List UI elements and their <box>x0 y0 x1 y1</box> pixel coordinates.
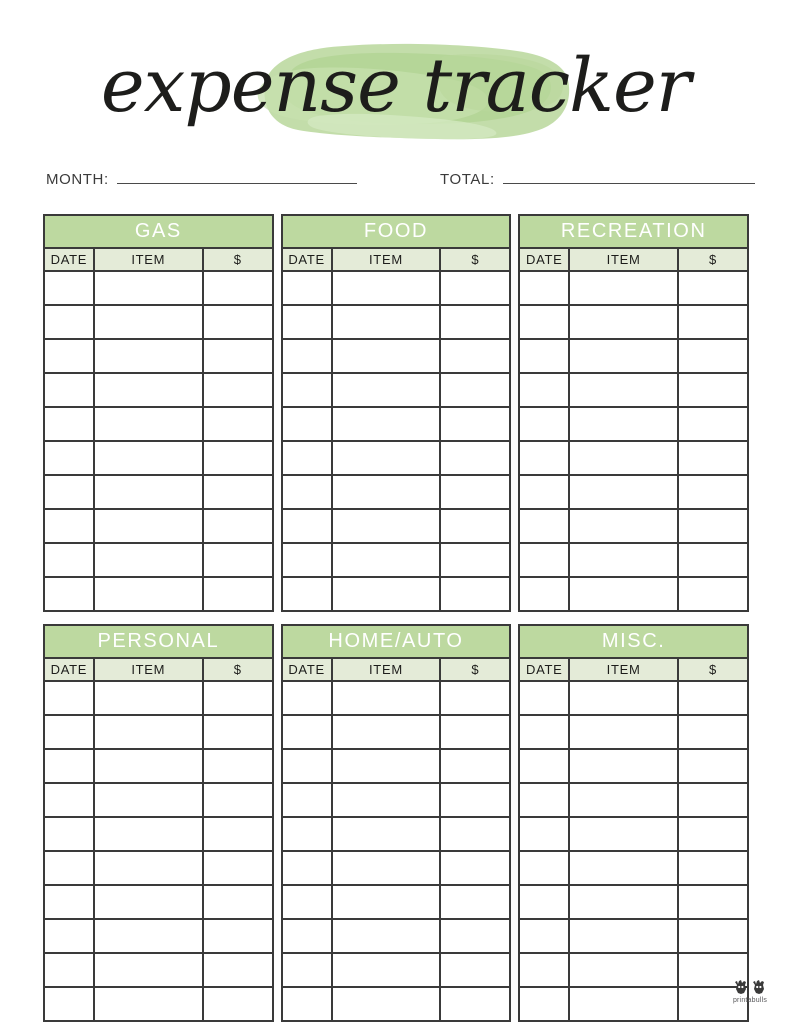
cell-item[interactable] <box>333 852 442 884</box>
cell-date[interactable] <box>45 340 95 372</box>
cell-amount[interactable] <box>679 408 747 440</box>
cell-date[interactable] <box>520 784 570 816</box>
table-row[interactable] <box>283 886 510 920</box>
cell-amount[interactable] <box>441 340 509 372</box>
cell-item[interactable] <box>95 682 204 714</box>
table-row[interactable] <box>45 988 272 1020</box>
tables-row-top <box>43 214 749 612</box>
cell-date[interactable] <box>45 920 95 952</box>
table-row[interactable] <box>283 784 510 818</box>
table-title-misc: MISC. <box>520 626 747 659</box>
table-row[interactable] <box>283 476 510 510</box>
cell-date[interactable] <box>45 510 95 542</box>
table-row[interactable] <box>45 920 272 954</box>
cell-date[interactable] <box>520 988 570 1020</box>
cell-item[interactable] <box>333 818 442 850</box>
table-title-gas: GAS <box>45 216 272 249</box>
cell-date[interactable] <box>520 750 570 782</box>
table-row[interactable] <box>45 682 272 716</box>
cell-amount[interactable] <box>441 852 509 884</box>
page-title: expense tracker <box>100 43 691 129</box>
cell-amount[interactable] <box>204 988 272 1020</box>
cell-item[interactable] <box>95 476 204 508</box>
table-body-food <box>283 272 510 610</box>
table-title-home-auto: HOME/AUTO <box>283 626 510 659</box>
table-row[interactable] <box>283 544 510 578</box>
cell-date[interactable] <box>520 886 570 918</box>
cell-item[interactable] <box>570 578 679 610</box>
cell-item[interactable] <box>95 340 204 372</box>
cell-amount[interactable] <box>204 408 272 440</box>
cell-date[interactable] <box>283 442 333 474</box>
table-row[interactable] <box>45 954 272 988</box>
cell-amount[interactable] <box>679 442 747 474</box>
table-row[interactable] <box>520 852 747 886</box>
table-body-recreation <box>520 272 747 610</box>
cell-amount[interactable] <box>204 306 272 338</box>
table-row[interactable] <box>45 852 272 886</box>
cell-amount[interactable] <box>441 682 509 714</box>
cell-item[interactable] <box>570 954 679 986</box>
cell-date[interactable] <box>520 716 570 748</box>
cell-amount[interactable] <box>441 784 509 816</box>
cell-item[interactable] <box>333 272 442 304</box>
column-header-date: DATE <box>283 249 333 270</box>
table-row[interactable] <box>45 442 272 476</box>
cell-date[interactable] <box>283 750 333 782</box>
table-row[interactable] <box>283 750 510 784</box>
cell-item[interactable] <box>333 374 442 406</box>
cell-item[interactable] <box>95 272 204 304</box>
cell-date[interactable] <box>45 784 95 816</box>
cell-item[interactable] <box>95 886 204 918</box>
table-row[interactable] <box>520 818 747 852</box>
cell-item[interactable] <box>570 544 679 576</box>
cell-item[interactable] <box>95 374 204 406</box>
cell-date[interactable] <box>520 306 570 338</box>
cell-date[interactable] <box>520 578 570 610</box>
total-field[interactable] <box>440 168 755 194</box>
table-row[interactable] <box>520 544 747 578</box>
cell-date[interactable] <box>283 306 333 338</box>
cell-amount[interactable] <box>679 544 747 576</box>
table-row[interactable] <box>283 340 510 374</box>
table-row[interactable] <box>283 682 510 716</box>
column-header-date: DATE <box>520 249 570 270</box>
table-body-gas <box>45 272 272 610</box>
cell-date[interactable] <box>520 374 570 406</box>
cell-date[interactable] <box>520 510 570 542</box>
table-row[interactable] <box>45 750 272 784</box>
cell-date[interactable] <box>45 852 95 884</box>
column-header-amount: $ <box>233 662 242 677</box>
month-input-line[interactable] <box>117 168 357 184</box>
cell-amount[interactable] <box>679 578 747 610</box>
table-row[interactable] <box>520 988 747 1020</box>
cell-amount[interactable] <box>679 340 747 372</box>
cell-date[interactable] <box>45 886 95 918</box>
table-body-misc <box>520 682 747 1020</box>
cell-item[interactable] <box>570 442 679 474</box>
table-row[interactable] <box>45 716 272 750</box>
expense-tables-grid <box>43 214 749 1022</box>
table-title-personal: PERSONAL <box>45 626 272 659</box>
cell-date[interactable] <box>283 374 333 406</box>
cell-amount[interactable] <box>204 920 272 952</box>
cell-date[interactable] <box>45 716 95 748</box>
table-row[interactable] <box>45 272 272 306</box>
cell-item[interactable] <box>570 750 679 782</box>
table-body-home-auto <box>283 682 510 1020</box>
cell-item[interactable] <box>95 954 204 986</box>
table-row[interactable] <box>520 920 747 954</box>
cell-date[interactable] <box>283 852 333 884</box>
cell-item[interactable] <box>333 510 442 542</box>
cell-item[interactable] <box>333 544 442 576</box>
table-row[interactable] <box>283 818 510 852</box>
column-header-amount: $ <box>233 252 242 267</box>
cell-amount[interactable] <box>204 544 272 576</box>
table-row[interactable] <box>45 340 272 374</box>
cell-amount[interactable] <box>679 476 747 508</box>
cell-item[interactable] <box>333 682 442 714</box>
table-body-personal <box>45 682 272 1020</box>
cell-date[interactable] <box>45 544 95 576</box>
cell-amount[interactable] <box>204 852 272 884</box>
cell-amount[interactable] <box>441 988 509 1020</box>
table-row[interactable] <box>45 886 272 920</box>
column-header-date: DATE <box>283 659 333 680</box>
cell-item[interactable] <box>333 886 442 918</box>
cell-date[interactable] <box>45 408 95 440</box>
tables-row-bottom <box>43 624 749 1022</box>
table-row[interactable] <box>283 510 510 544</box>
expense-table-misc <box>518 624 749 1022</box>
cell-amount[interactable] <box>441 510 509 542</box>
table-row[interactable] <box>520 340 747 374</box>
table-row[interactable] <box>283 716 510 750</box>
table-subheader <box>283 659 510 682</box>
cell-item[interactable] <box>95 544 204 576</box>
table-row[interactable] <box>283 408 510 442</box>
cell-item[interactable] <box>333 306 442 338</box>
table-title-food: FOOD <box>283 216 510 249</box>
table-row[interactable] <box>520 886 747 920</box>
cell-amount[interactable] <box>441 544 509 576</box>
column-header-item: ITEM <box>95 249 204 270</box>
table-row[interactable] <box>283 920 510 954</box>
cell-amount[interactable] <box>441 306 509 338</box>
column-header-amount: $ <box>471 662 480 677</box>
table-row[interactable] <box>520 374 747 408</box>
column-header-date: DATE <box>520 659 570 680</box>
cell-date[interactable] <box>283 818 333 850</box>
cell-date[interactable] <box>520 544 570 576</box>
cell-item[interactable] <box>570 920 679 952</box>
table-row[interactable] <box>520 476 747 510</box>
cell-amount[interactable] <box>679 920 747 952</box>
table-row[interactable] <box>520 442 747 476</box>
cell-amount[interactable] <box>679 784 747 816</box>
table-row[interactable] <box>45 818 272 852</box>
cell-item[interactable] <box>95 442 204 474</box>
cell-date[interactable] <box>520 340 570 372</box>
table-subheader <box>520 659 747 682</box>
cell-item[interactable] <box>333 408 442 440</box>
table-row[interactable] <box>283 852 510 886</box>
cell-amount[interactable] <box>679 750 747 782</box>
cell-item[interactable] <box>333 476 442 508</box>
cell-item[interactable] <box>570 988 679 1020</box>
cell-amount[interactable] <box>204 578 272 610</box>
cell-item[interactable] <box>333 750 442 782</box>
cell-item[interactable] <box>95 920 204 952</box>
table-row[interactable] <box>520 784 747 818</box>
column-header-item: ITEM <box>333 659 442 680</box>
cell-item[interactable] <box>570 818 679 850</box>
table-row[interactable] <box>45 578 272 610</box>
month-label: MONTH: <box>46 171 109 188</box>
cell-amount[interactable] <box>204 886 272 918</box>
brand-logo <box>721 980 779 1014</box>
cell-item[interactable] <box>95 784 204 816</box>
expense-table-home-auto <box>281 624 512 1022</box>
table-row[interactable] <box>520 408 747 442</box>
table-row[interactable] <box>520 578 747 610</box>
table-row[interactable] <box>45 408 272 442</box>
cell-amount[interactable] <box>679 306 747 338</box>
cell-item[interactable] <box>333 784 442 816</box>
cell-amount[interactable] <box>441 272 509 304</box>
cell-amount[interactable] <box>204 716 272 748</box>
table-row[interactable] <box>283 374 510 408</box>
cell-date[interactable] <box>283 716 333 748</box>
page-header <box>0 22 791 152</box>
cell-date[interactable] <box>520 442 570 474</box>
cell-date[interactable] <box>45 442 95 474</box>
cell-date[interactable] <box>520 852 570 884</box>
table-subheader <box>283 249 510 272</box>
cell-amount[interactable] <box>441 750 509 782</box>
cell-item[interactable] <box>95 510 204 542</box>
expense-table-gas <box>43 214 274 612</box>
cell-amount[interactable] <box>441 442 509 474</box>
cell-amount[interactable] <box>441 476 509 508</box>
cell-item[interactable] <box>95 306 204 338</box>
table-row[interactable] <box>520 510 747 544</box>
cell-item[interactable] <box>570 716 679 748</box>
cell-date[interactable] <box>283 886 333 918</box>
cell-amount[interactable] <box>679 272 747 304</box>
cell-amount[interactable] <box>441 954 509 986</box>
table-title-recreation: RECREATION <box>520 216 747 249</box>
table-row[interactable] <box>45 784 272 818</box>
table-row[interactable] <box>520 954 747 988</box>
cell-amount[interactable] <box>441 374 509 406</box>
table-row[interactable] <box>283 306 510 340</box>
table-row[interactable] <box>283 954 510 988</box>
cell-amount[interactable] <box>441 408 509 440</box>
cell-amount[interactable] <box>441 578 509 610</box>
column-header-item: ITEM <box>95 659 204 680</box>
cell-item[interactable] <box>570 784 679 816</box>
table-row[interactable] <box>520 306 747 340</box>
column-header-amount: $ <box>709 252 717 267</box>
cell-amount[interactable] <box>204 510 272 542</box>
cell-amount[interactable] <box>679 682 747 714</box>
cell-amount[interactable] <box>204 476 272 508</box>
table-row[interactable] <box>520 272 747 306</box>
column-header-item: ITEM <box>570 249 679 270</box>
cell-date[interactable] <box>520 818 570 850</box>
cell-date[interactable] <box>45 954 95 986</box>
cell-amount[interactable] <box>679 886 747 918</box>
cell-date[interactable] <box>520 954 570 986</box>
cell-date[interactable] <box>45 750 95 782</box>
cell-item[interactable] <box>570 272 679 304</box>
cell-item[interactable] <box>333 578 442 610</box>
cell-item[interactable] <box>95 578 204 610</box>
cell-amount[interactable] <box>204 442 272 474</box>
cell-date[interactable] <box>45 476 95 508</box>
cell-item[interactable] <box>570 476 679 508</box>
cell-date[interactable] <box>45 818 95 850</box>
cell-amount[interactable] <box>204 818 272 850</box>
table-row[interactable] <box>45 510 272 544</box>
cell-amount[interactable] <box>441 818 509 850</box>
cell-date[interactable] <box>283 510 333 542</box>
cell-amount[interactable] <box>679 510 747 542</box>
summary-fields <box>0 168 791 194</box>
table-row[interactable] <box>283 578 510 610</box>
cell-date[interactable] <box>283 988 333 1020</box>
cell-item[interactable] <box>570 306 679 338</box>
cell-amount[interactable] <box>204 374 272 406</box>
cell-date[interactable] <box>520 920 570 952</box>
cell-date[interactable] <box>520 682 570 714</box>
table-row[interactable] <box>520 682 747 716</box>
cell-date[interactable] <box>283 544 333 576</box>
expense-table-food <box>281 214 512 612</box>
table-subheader <box>45 659 272 682</box>
cell-amount[interactable] <box>204 682 272 714</box>
expense-table-recreation <box>518 214 749 612</box>
expense-table-personal <box>43 624 274 1022</box>
cell-date[interactable] <box>283 476 333 508</box>
cell-amount[interactable] <box>441 886 509 918</box>
cell-item[interactable] <box>95 716 204 748</box>
table-row[interactable] <box>283 272 510 306</box>
table-row[interactable] <box>520 716 747 750</box>
cell-item[interactable] <box>95 988 204 1020</box>
cell-item[interactable] <box>333 340 442 372</box>
cell-item[interactable] <box>95 852 204 884</box>
cell-item[interactable] <box>570 682 679 714</box>
column-header-date: DATE <box>45 249 95 270</box>
total-label: TOTAL: <box>440 171 495 188</box>
cell-item[interactable] <box>333 716 442 748</box>
table-subheader <box>45 249 272 272</box>
cell-item[interactable] <box>570 510 679 542</box>
cell-date[interactable] <box>45 306 95 338</box>
cell-amount[interactable] <box>679 852 747 884</box>
cell-amount[interactable] <box>204 750 272 782</box>
cell-item[interactable] <box>570 374 679 406</box>
cell-date[interactable] <box>520 272 570 304</box>
cell-item[interactable] <box>570 886 679 918</box>
table-row[interactable] <box>45 306 272 340</box>
column-header-item: ITEM <box>570 659 679 680</box>
table-row[interactable] <box>45 374 272 408</box>
cell-item[interactable] <box>333 442 442 474</box>
cell-amount[interactable] <box>679 716 747 748</box>
cell-amount[interactable] <box>441 716 509 748</box>
column-header-item: ITEM <box>333 249 442 270</box>
cell-amount[interactable] <box>204 340 272 372</box>
cell-amount[interactable] <box>679 374 747 406</box>
cell-date[interactable] <box>283 272 333 304</box>
column-header-date: DATE <box>45 659 95 680</box>
table-row[interactable] <box>283 988 510 1020</box>
table-row[interactable] <box>283 442 510 476</box>
cell-date[interactable] <box>520 476 570 508</box>
cell-amount[interactable] <box>204 272 272 304</box>
cell-date[interactable] <box>283 408 333 440</box>
cell-item[interactable] <box>333 920 442 952</box>
table-row[interactable] <box>45 544 272 578</box>
cell-amount[interactable] <box>204 784 272 816</box>
table-row[interactable] <box>520 750 747 784</box>
cell-item[interactable] <box>570 340 679 372</box>
cell-amount[interactable] <box>679 818 747 850</box>
cell-date[interactable] <box>45 682 95 714</box>
cell-date[interactable] <box>283 682 333 714</box>
cell-item[interactable] <box>333 988 442 1020</box>
cell-date[interactable] <box>45 374 95 406</box>
cell-date[interactable] <box>45 988 95 1020</box>
cell-amount[interactable] <box>441 920 509 952</box>
brand-name: printabulls <box>732 997 768 1004</box>
column-header-amount: $ <box>709 662 717 677</box>
cell-date[interactable] <box>45 578 95 610</box>
cell-item[interactable] <box>570 408 679 440</box>
total-input-line[interactable] <box>503 168 755 184</box>
cell-date[interactable] <box>283 578 333 610</box>
cell-date[interactable] <box>45 272 95 304</box>
table-subheader <box>520 249 747 272</box>
two-bull-heads-icon <box>721 980 779 996</box>
cell-item[interactable] <box>333 954 442 986</box>
cell-date[interactable] <box>283 920 333 952</box>
cell-date[interactable] <box>520 408 570 440</box>
cell-item[interactable] <box>95 408 204 440</box>
cell-date[interactable] <box>283 954 333 986</box>
column-header-amount: $ <box>471 252 480 267</box>
cell-date[interactable] <box>283 340 333 372</box>
table-row[interactable] <box>45 476 272 510</box>
cell-item[interactable] <box>570 852 679 884</box>
cell-date[interactable] <box>283 784 333 816</box>
month-field[interactable] <box>46 168 357 194</box>
cell-item[interactable] <box>95 818 204 850</box>
cell-item[interactable] <box>95 750 204 782</box>
cell-amount[interactable] <box>204 954 272 986</box>
